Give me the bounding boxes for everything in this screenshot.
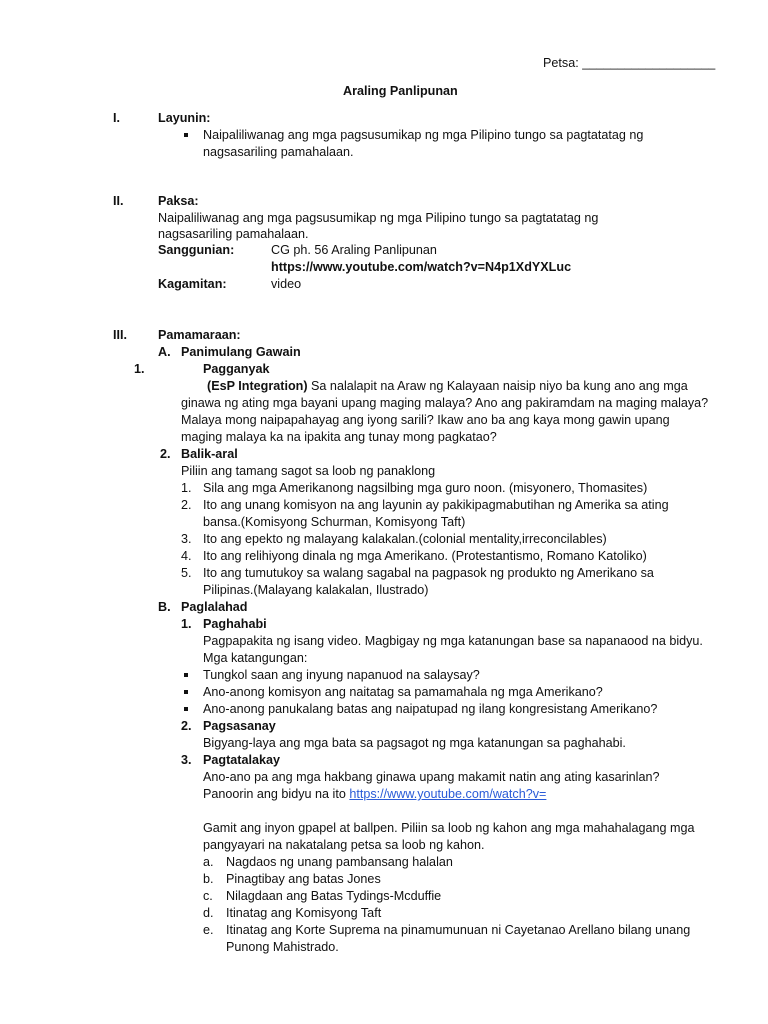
esp-integration-tag: (EsP Integration) — [207, 379, 308, 393]
review-q2-text-2: bansa.(Komisyong Schurman, Komisyong Taft) — [203, 515, 466, 529]
event-b-letter: b. — [203, 872, 214, 886]
sanggunian-value: CG ph. 56 Araling Panlipunan — [271, 243, 437, 257]
event-b-text: Pinagtibay ang batas Jones — [226, 872, 381, 886]
section-1-number: I. — [113, 111, 120, 125]
event-e-text-2: Punong Mahistrado. — [226, 940, 339, 954]
review-q4-number: 4. — [181, 549, 192, 563]
review-q1-number: 1. — [181, 481, 192, 495]
objective-line-1: Naipaliliwanag ang mga pagsusumikap ng mga Pilipino tungo sa pagtatatag ng — [203, 128, 644, 142]
event-d-text: Itinatag ang Komisyong Taft — [226, 906, 382, 920]
step-2-number: 2. — [160, 447, 171, 461]
review-q4-text: Ito ang relihiyong dinala ng mga Amerikano. (Protestantismo, Romano Katoliko) — [203, 549, 647, 563]
review-q2-text-1: Ito ang unang komisyon na ang layunin ay pakikipagmabutihan ng Amerika sa ating — [203, 498, 669, 512]
section-2-number: II. — [113, 194, 124, 208]
review-q5-text-1: Ito ang tumutukoy sa walang sagabal na pagpasok ng produkto ng Amerikano sa — [203, 566, 654, 580]
subsection-a-title: Panimulang Gawain — [181, 345, 301, 359]
b-step-1-number: 1. — [181, 617, 192, 631]
b-step-3-number: 3. — [181, 753, 192, 767]
motivation-line-3: Malaya mong naipapahayag ang iyong sarili? Ikaw ano ba ang kaya mong gawin upang — [181, 413, 670, 427]
b-step-3-title: Pagtatalakay — [203, 753, 281, 767]
subsection-a-letter: A. — [158, 345, 171, 359]
pagtatalakay-line-2 — [203, 786, 546, 803]
review-q1-text: Sila ang mga Amerikanong nagsilbing mga guro noon. (misyonero, Thomasites) — [203, 481, 648, 495]
question-bullet-2: Ano-anong komisyon ang naitatag sa pamamahala ng mga Amerikano? — [203, 685, 603, 699]
paghahabi-line-1: Pagpapakita ng isang video. Magbigay ng mga katanungan base sa napanaood na bidyu. — [203, 634, 703, 648]
topic-line-2: nagsasariling pamahalaan. — [158, 227, 309, 241]
b-step-2-title: Pagsasanay — [203, 719, 276, 733]
objective-line-2: nagsasariling pamahalaan. — [203, 145, 354, 159]
pagtatalakay-line-4: pangyayari na nakatalang petsa sa loob ng kahon. — [203, 838, 485, 852]
video-link[interactable]: https://www.youtube.com/watch?v= — [349, 787, 547, 801]
step-2-title: Balik-aral — [181, 447, 238, 461]
review-q2-number: 2. — [181, 498, 192, 512]
topic-line-1: Naipaliliwanag ang mga pagsusumikap ng mga Pilipino tungo sa pagtatatag ng — [158, 211, 599, 225]
review-q3-text: Ito ang epekto ng malayang kalakalan.(colonial mentality,irreconcilables) — [203, 532, 607, 546]
event-d-letter: d. — [203, 906, 214, 920]
section-3-number: III. — [113, 328, 127, 342]
section-3-heading: Pamamaraan: — [158, 328, 241, 342]
pagtatalakay-line-1: Ano-ano pa ang mga hakbang ginawa upang makamit natin ang ating kasarinlan? — [203, 770, 660, 784]
section-1-heading: Layunin: — [158, 111, 211, 125]
petsa-field: Petsa: ___________________ — [543, 56, 716, 70]
pagsasanay-text: Bigyang-laya ang mga bata sa pagsagot ng mga katanungan sa paghahabi. — [203, 736, 626, 750]
event-e-letter: e. — [203, 923, 214, 937]
motivation-line-4: maging malaya ka na ipakita ang tunay mong pagkatao? — [181, 430, 497, 444]
b-step-1-title: Paghahabi — [203, 617, 267, 631]
bullet-icon — [184, 690, 188, 694]
paghahabi-line-2: Mga katangungan: — [203, 651, 308, 665]
bullet-icon — [184, 673, 188, 677]
subsection-b-letter: B. — [158, 600, 171, 614]
sanggunian-label: Sanggunian: — [158, 243, 235, 257]
question-bullet-3: Ano-anong panukalang batas ang naipatupad ng ilang kongresistang Amerikano? — [203, 702, 658, 716]
event-a-text: Nagdaos ng unang pambansang halalan — [226, 855, 453, 869]
step-1-title: Pagganyak — [203, 362, 270, 376]
event-a-letter: a. — [203, 855, 214, 869]
question-bullet-1: Tungkol saan ang inyung napanuod na salaysay? — [203, 668, 480, 682]
event-c-text: Nilagdaan ang Batas Tydings-Mcduffie — [226, 889, 442, 903]
event-c-letter: c. — [203, 889, 213, 903]
review-q5-text-2: Pilipinas.(Malayang kalakalan, Ilustrado) — [203, 583, 429, 597]
sanggunian-url[interactable]: https://www.youtube.com/watch?v=N4p1XdYXLuc — [271, 260, 572, 274]
document-title: Araling Panlipunan — [343, 84, 458, 98]
event-e-text-1: Itinatag ang Korte Suprema na pinamumunuan ni Cayetanao Arellano bilang unang — [226, 923, 691, 937]
pagtatalakay-line-3: Gamit ang inyon gpapel at ballpen. Piliin sa loob ng kahon ang mga mahahalagang mga — [203, 821, 695, 835]
kagamitan-label: Kagamitan: — [158, 277, 227, 291]
bullet-icon — [184, 133, 188, 137]
video-prompt-text: Panoorin ang bidyu na ito — [203, 787, 346, 801]
motivation-line-2: ginawa ng ating mga bayani upang maging malaya? Ano ang pakiramdam na maging malaya? — [181, 396, 709, 410]
motivation-line-1 — [207, 378, 688, 395]
step-1-number: 1. — [134, 362, 145, 376]
section-2-heading: Paksa: — [158, 194, 199, 208]
review-q5-number: 5. — [181, 566, 192, 580]
subsection-b-title: Paglalahad — [181, 600, 248, 614]
bullet-icon — [184, 707, 188, 711]
review-instruction: Piliin ang tamang sagot sa loob ng panaklong — [181, 464, 436, 478]
motivation-text-1: Sa nalalapit na Araw ng Kalayaan naisip niyo ba kung ano ang mga — [311, 379, 688, 393]
b-step-2-number: 2. — [181, 719, 192, 733]
review-q3-number: 3. — [181, 532, 192, 546]
kagamitan-value: video — [271, 277, 302, 291]
